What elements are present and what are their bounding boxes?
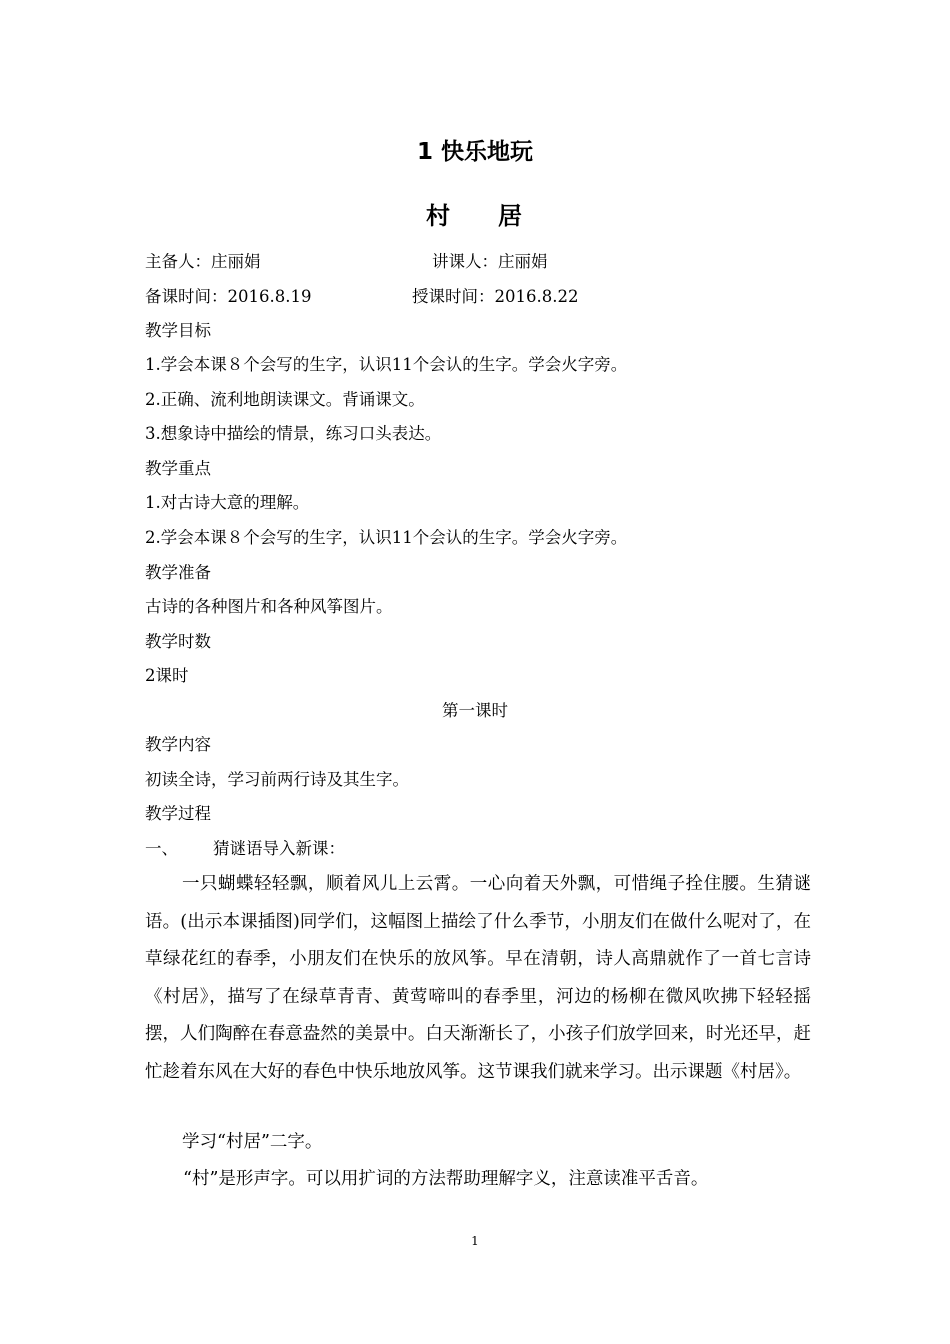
process-heading: 教学过程 <box>145 804 211 823</box>
lecturer: 讲课人：庄丽娟 <box>432 252 548 271</box>
prep-time: 备课时间：2016.8.19 <box>145 287 312 306</box>
goal-item: 1.学会本课８个会写的生字，认识11个会认的生字。学会火字旁。 <box>145 355 628 374</box>
preparer: 主备人：庄丽娟 <box>145 252 261 271</box>
goal-item: 3.想象诗中描绘的情景，练习口头表达。 <box>145 424 442 443</box>
hours-heading: 教学时数 <box>145 632 211 651</box>
paragraph: 学习“村居”二字。 <box>182 1132 323 1152</box>
key-item: 2.学会本课８个会写的生字，认识11个会认的生字。学会火字旁。 <box>145 528 628 547</box>
teach-time: 授课时间：2016.8.22 <box>412 287 579 306</box>
lesson-title <box>0 196 950 231</box>
paragraph: 一只蝴蝶轻轻飘，顺着风儿上云霄。一心向着天外飘，可惜绳子拴住腰。生猜谜语。(出示本课插图)同学们，这幅图上描绘了什么季节，小朋友们在做什么呢对了，在草绿花红的春季，小朋友们在快乐的放风筝。早在清朝，诗人高鼎就作了一首七言诗《村居》，描写了在绿草青青、黄莺啼叫的春季里，河边的杨柳在微风吹拂下轻轻摇摆，人们陶醉在春意盎然的美景中。白天渐渐长了，小孩子们放学回来，时光还早，赶忙趁着东风在大好的春色中快乐地放风筝。这节课我们就来学习。出示课题《村居》。 <box>145 874 811 1082</box>
content-text: 初读全诗，学习前两行诗及其生字。 <box>145 770 409 789</box>
prep-text: 古诗的各种图片和各种风筝图片。 <box>145 597 393 616</box>
page-number: 1 <box>471 1234 479 1248</box>
paragraph: “村”是形声字。可以用扩词的方法帮助理解字义，注意读准平舌音。 <box>183 1169 709 1189</box>
step-number: 一、 <box>145 839 178 858</box>
lesson-period-title: 第一课时 <box>442 701 508 720</box>
lesson-title-char-1: 村 <box>426 202 452 230</box>
unit-title: 1 快乐地玩 <box>416 139 533 165</box>
key-heading: 教学重点 <box>145 459 211 478</box>
key-item: 1.对古诗大意的理解。 <box>145 493 310 512</box>
step-title: 猜谜语导入新课： <box>213 839 345 858</box>
lesson-title-char-2: 居 <box>498 202 524 230</box>
goal-item: 2.正确、流利地朗读课文。背诵课文。 <box>145 390 425 409</box>
prep-heading: 教学准备 <box>145 563 211 582</box>
content-heading: 教学内容 <box>145 735 211 754</box>
hours-text: 2课时 <box>145 666 189 685</box>
goals-heading: 教学目标 <box>145 321 211 340</box>
